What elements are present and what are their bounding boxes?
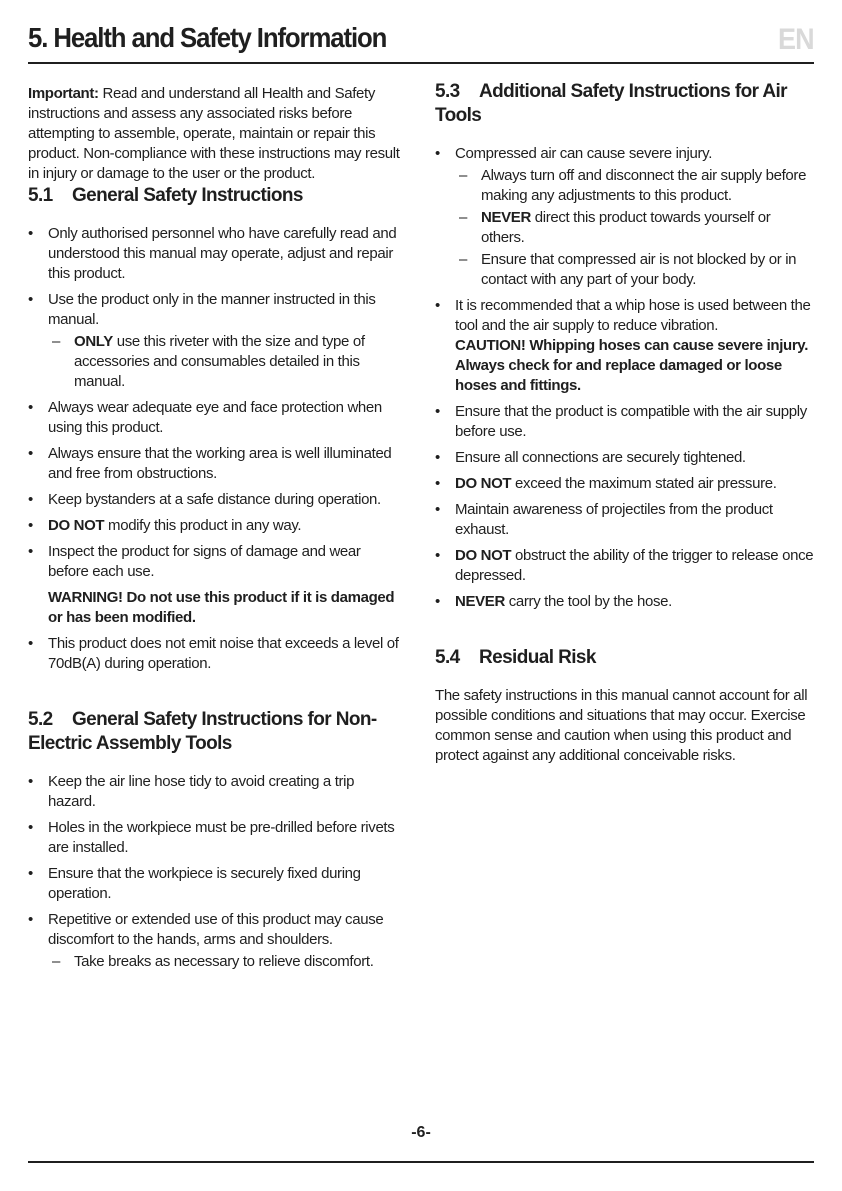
item-text: Always turn off and disconnect the air supply before making any adjustments to this product. (481, 167, 807, 204)
item-text: exceed the maximum stated air pressure. (511, 475, 777, 492)
item-text: It is recommended that a whip hose is used between the tool and the air supply to reduce vibration. (455, 297, 811, 334)
list-item (28, 864, 400, 904)
list-item (435, 592, 815, 612)
item-text: direct this product towards yourself or others. (481, 209, 771, 246)
sub-list-item (455, 250, 815, 290)
item-text: use this riveter with the size and type of accessories and consumables detailed in this manual. (74, 333, 365, 390)
section-number: 5.4 (435, 647, 460, 668)
list-item (435, 500, 815, 540)
list-item (28, 490, 400, 510)
list-item (28, 910, 400, 972)
item-text: Ensure all connections are securely tightened. (455, 449, 746, 466)
important-text: Read and understand all Health and Safety instructions and assess any associated risks before attempting to assemble, operate, maintain or repair this product. Non-compliance with these instructions may result in injury or damage to the user or the product. (28, 85, 400, 182)
section-5-3-heading (435, 80, 815, 128)
item-text: Repetitive or extended use of this product may cause discomfort to the hands, arms and shoulders. (48, 911, 384, 948)
item-text: Maintain awareness of projectiles from the product exhaust. (455, 501, 773, 538)
list-item (28, 224, 400, 284)
item-text: Keep the air line hose tidy to avoid creating a trip hazard. (48, 773, 355, 810)
item-text: Always wear adequate eye and face protection when using this product. (48, 399, 382, 436)
list-item (28, 290, 400, 392)
item-text: modify this product in any way. (104, 517, 302, 534)
sub-list (48, 952, 400, 972)
sub-list (48, 332, 400, 392)
item-text: Take breaks as necessary to relieve discomfort. (74, 953, 374, 970)
item-text: Inspect the product for signs of damage and wear before each use. (48, 543, 361, 580)
item-text: obstruct the ability of the trigger to release once depressed. (455, 547, 814, 584)
caution-text: CAUTION! Whipping hoses can cause severe injury. Always check for and replace damaged or loose hoses and fittings. (455, 337, 809, 394)
sub-list-item (455, 166, 815, 206)
list-item (435, 474, 815, 494)
section-title: General Safety Instructions (72, 185, 303, 206)
item-text: Keep bystanders at a safe distance during operation. (48, 491, 381, 508)
section-title: Additional Safety Instructions for Air Tools (435, 81, 787, 126)
item-text: Always ensure that the working area is well illuminated and free from obstructions. (48, 445, 392, 482)
section-number: 5.2 (28, 709, 53, 730)
page-title: 5. Health and Safety Information (28, 22, 387, 53)
emphasis: NEVER (481, 209, 531, 226)
section-5-4-heading (435, 646, 815, 670)
item-text: Ensure that the workpiece is securely fixed during operation. (48, 865, 361, 902)
list-item (28, 818, 400, 858)
list-item (435, 144, 815, 290)
emphasis: DO NOT (455, 475, 512, 492)
sub-list-item (455, 208, 815, 248)
item-text: Use the product only in the manner instructed in this manual. (48, 291, 376, 328)
emphasis: ONLY (74, 333, 113, 350)
item-text: carry the tool by the hose. (504, 593, 672, 610)
sub-list (455, 166, 815, 290)
section-5-1-heading (28, 184, 400, 208)
item-text: Holes in the workpiece must be pre-drilled before rivets are installed. (48, 819, 395, 856)
language-badge: EN (778, 23, 814, 56)
list-item (28, 634, 400, 674)
list-item (28, 772, 400, 812)
section-5-1-list (28, 224, 400, 674)
page-number: -6- (411, 1124, 431, 1141)
list-item (435, 402, 815, 442)
right-column (435, 80, 815, 766)
section-5-2-list (28, 772, 400, 972)
important-notice (28, 84, 400, 184)
list-item (28, 444, 400, 484)
section-title: Residual Risk (479, 647, 596, 668)
footer-divider (28, 1161, 814, 1163)
important-label: Important: (28, 85, 99, 102)
left-column (28, 84, 400, 978)
emphasis: DO NOT (48, 517, 105, 534)
list-item (28, 398, 400, 438)
list-item (435, 546, 815, 586)
item-text: Compressed air can cause severe injury. (455, 145, 713, 162)
item-text: Only authorised personnel who have carefully read and understood this manual may operate, adjust and repair this product. (48, 225, 397, 282)
list-item (28, 516, 400, 536)
residual-risk-text: The safety instructions in this manual cannot account for all possible conditions and situations that may occur. Exercise common sense and caution when using this product and protect against any additional conceivable risks. (435, 687, 808, 764)
list-item (435, 448, 815, 468)
emphasis: DO NOT (455, 547, 512, 564)
section-number: 5.1 (28, 185, 53, 206)
section-5-3-list (435, 144, 815, 612)
item-text: This product does not emit noise that exceeds a level of 70dB(A) during operation. (48, 635, 399, 672)
warning-text: WARNING! Do not use this product if it is damaged or has been modified. (48, 589, 395, 626)
section-5-2-heading (28, 708, 400, 756)
section-title: General Safety Instructions for Non-Electric Assembly Tools (28, 709, 377, 754)
page-header (28, 20, 814, 64)
sub-list-item (48, 952, 400, 972)
sub-list-item (48, 332, 400, 392)
item-text: Ensure that the product is compatible with the air supply before use. (455, 403, 807, 440)
emphasis: NEVER (455, 593, 505, 610)
list-item (28, 542, 400, 628)
item-text: Ensure that compressed air is not blocked by or in contact with any part of your body. (481, 251, 797, 288)
section-number: 5.3 (435, 81, 460, 102)
list-item (435, 296, 815, 396)
